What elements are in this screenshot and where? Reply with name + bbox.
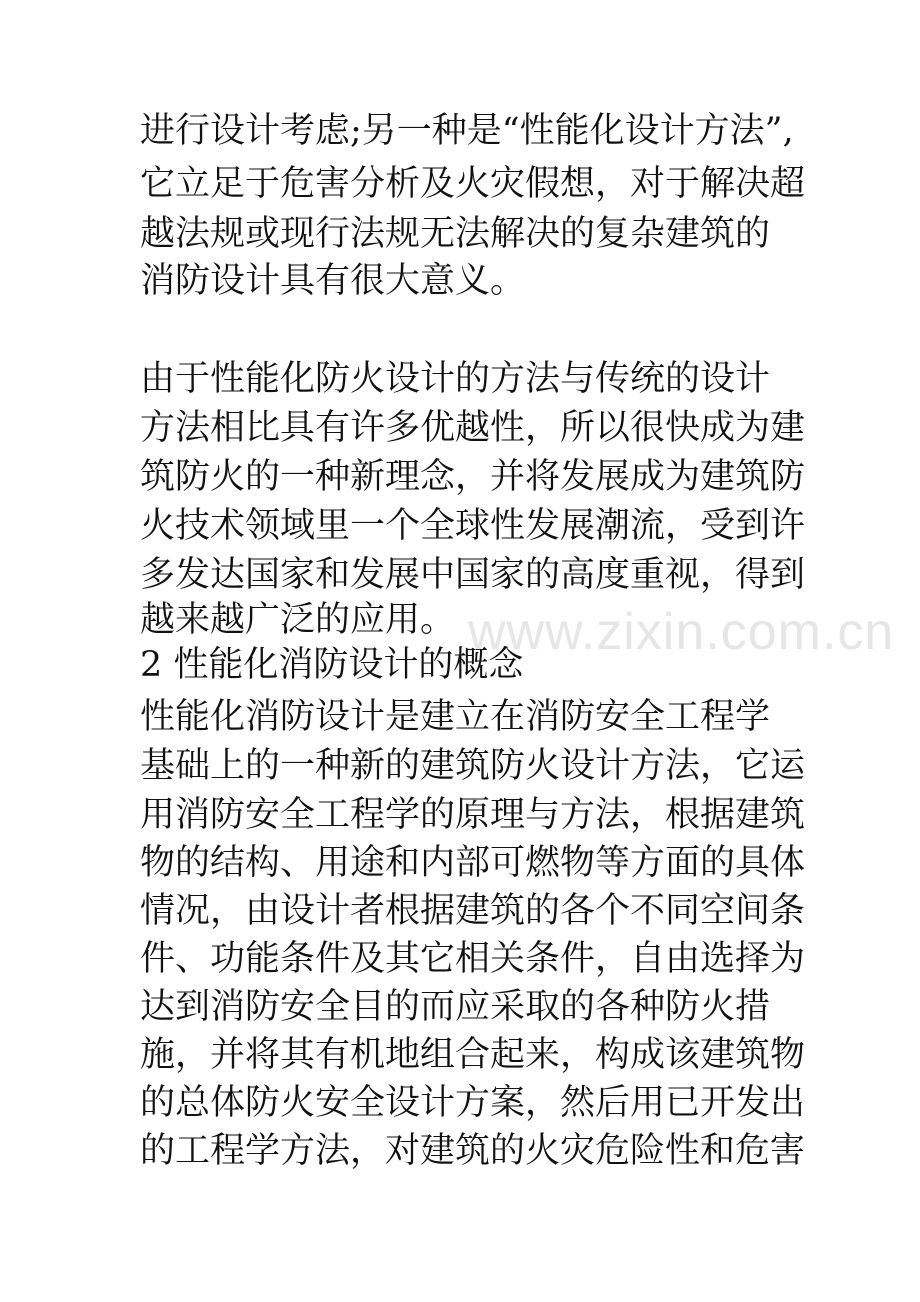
text-line: 基础上的一种新的建筑防火设计方法，它运 [140,746,806,786]
text-line: 施，并将其有机地组合起来，构成该建筑物 [140,1035,806,1075]
text-line: 多发达国家和发展中国家的高度重视，得到 [140,555,806,595]
text-line: 火技术领域里一个全球性发展潮流，受到许 [140,506,806,546]
paragraph-first-line: 由于性能化防火设计的方法与传统的设计 [140,359,771,399]
text-line: 越来越广泛的应用。 [140,600,456,640]
text-line: 它立足于危害分析及火灾假想，对于解决超 [140,164,806,204]
text-line: 越法规或现行法规无法解决的复杂建筑的 [140,214,771,254]
text-line: 情况，由设计者根据建筑的各个不同空间条 [140,891,806,931]
text-line: 件、功能条件及其它相关条件，自由选择为 [140,939,806,979]
text-line: 方法相比具有许多优越性，所以很快成为建 [140,408,806,448]
text-line: 的工程学方法，对建筑的火灾危险性和危害 [140,1131,806,1171]
text-line: 达到消防安全目的而应采取的各种防火措 [140,987,771,1027]
text-line: 用消防安全工程学的原理与方法，根据建筑 [140,795,806,835]
text-line: 消防设计具有很大意义。 [140,261,526,301]
text-line: 进行设计考虑;另一种是“性能化设计方法”, [140,111,794,151]
paragraph-first-line: 性能化消防设计是建立在消防安全工程学 [140,697,771,737]
text-line: 物的结构、用途和内部可燃物等方面的具体 [140,843,806,883]
text-line: 的总体防火安全设计方案，然后用已开发出 [140,1083,806,1123]
watermark: www.zixin.com.cn [468,603,895,661]
section-heading: 2 性能化消防设计的概念 [140,645,524,685]
text-line: 筑防火的一种新理念，并将发展成为建筑防 [140,457,806,497]
